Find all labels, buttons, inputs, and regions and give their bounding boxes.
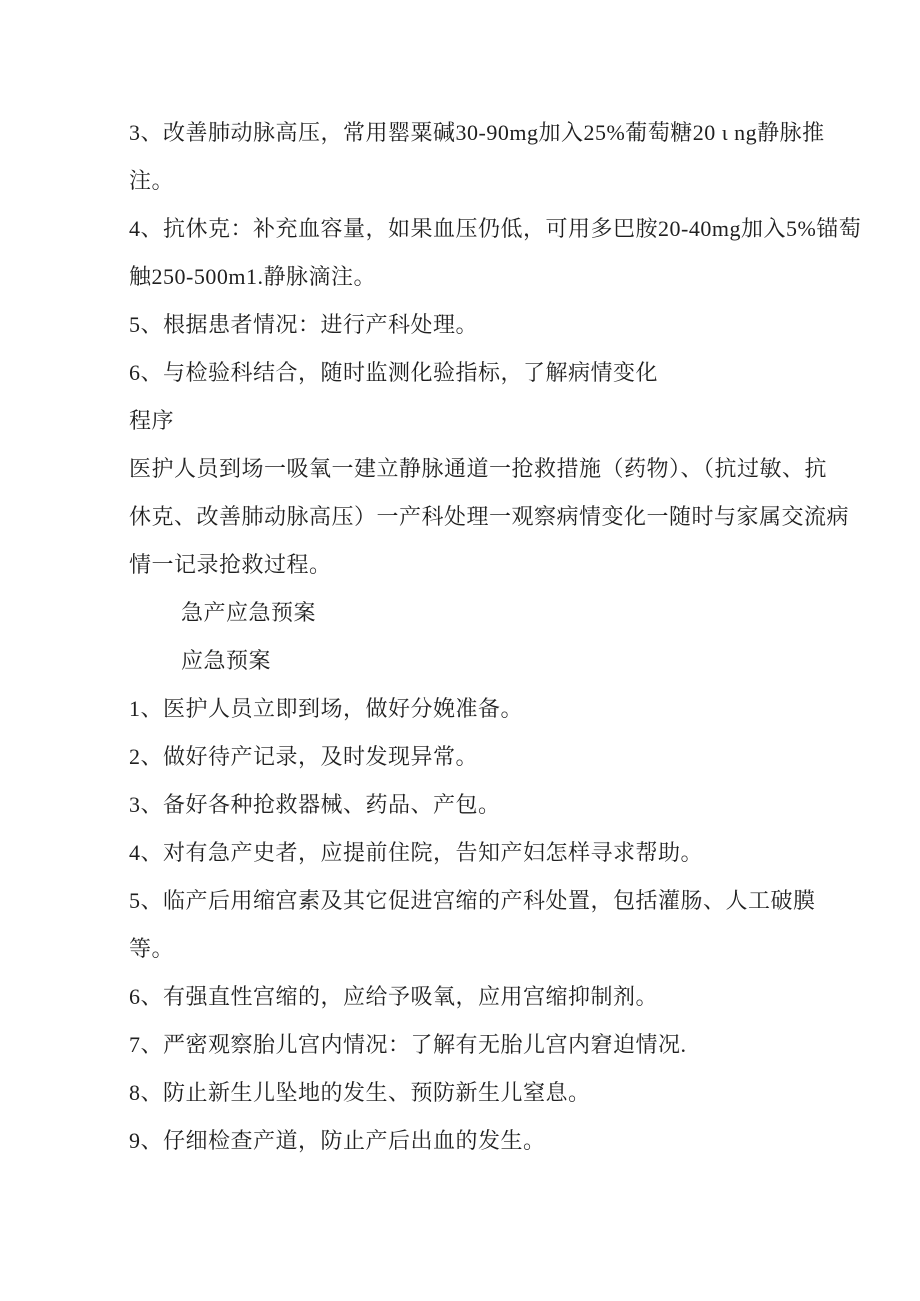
document-line: 4、抗休克：补充血容量，如果血压仍低，可用多巴胺20-40mg加入5%锚萄 <box>129 216 862 241</box>
document-line: 6、有强直性宫缩的，应给予吸氧，应用宫缩抑制剂。 <box>129 984 659 1009</box>
document-line: 7、严密观察胎儿宫内情况：了解有无胎儿宫内窘迫情况. <box>129 1032 687 1057</box>
document-line: 3、备好各种抢救器械、药品、产包。 <box>129 792 501 817</box>
document-heading: 急产应急预案 <box>181 600 317 625</box>
document-line: 2、做好待产记录，及时发现异常。 <box>129 744 479 769</box>
document-heading: 应急预案 <box>181 648 272 673</box>
document-line: 医护人员到场一吸氧一建立静脉通道一抢救措施（药物）、（抗过敏、抗 <box>129 456 828 481</box>
document-line: 等。 <box>129 936 175 961</box>
document-line: 1、医护人员立即到场，做好分娩准备。 <box>129 696 524 721</box>
document-line: 5、临产后用缩宫素及其它促进宫缩的产科处置，包括灌肠、人工破膜 <box>129 888 816 913</box>
document-line: 6、与检验科结合，随时监测化验指标，了解病情变化 <box>129 360 659 385</box>
document-line: 8、防止新生儿坠地的发生、预防新生儿窒息。 <box>129 1080 591 1105</box>
document-line: 注。 <box>129 168 175 193</box>
document-line: 9、仔细检查产道，防止产后出血的发生。 <box>129 1128 546 1153</box>
document-body <box>129 109 862 1165</box>
document-line: 4、对有急产史者，应提前住院，告知产妇怎样寻求帮助。 <box>129 840 704 865</box>
document-line: 休克、改善肺动脉高压）一产科处理一观察病情变化一随时与家属交流病 <box>129 504 850 529</box>
document-line: 3、改善肺动脉高压，常用罂粟碱30-90mg加入25%葡萄糖20 ι ng静脉推 <box>129 120 825 145</box>
document-line: 情一记录抢救过程。 <box>129 552 332 577</box>
document-line: 5、根据患者情况：进行产科处理。 <box>129 312 479 337</box>
document-line: 触250-500m1.静脉滴注。 <box>129 264 376 289</box>
document-section-label: 程序 <box>129 408 175 433</box>
